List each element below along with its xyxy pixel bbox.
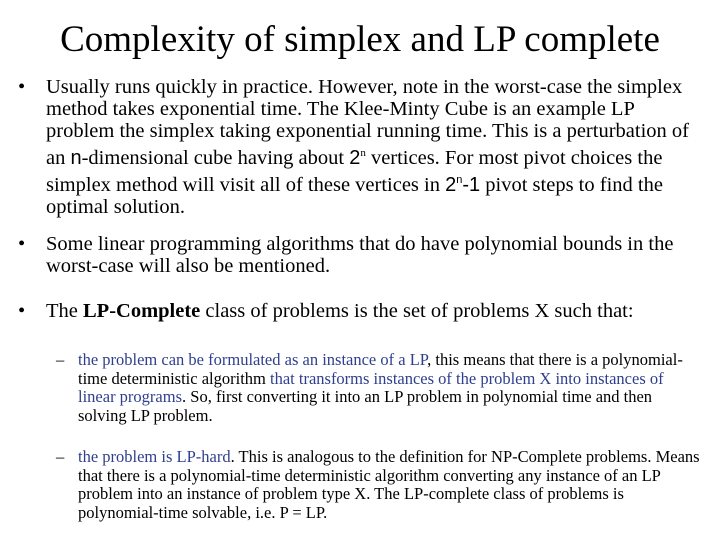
dash-marker: – (56, 350, 65, 369)
bullet-text-part: -dimensional cube having about (81, 146, 350, 169)
highlight-text: the problem can be formulated as an instance of a LP (78, 350, 428, 369)
expr-base: 2 (445, 173, 457, 196)
expr-tail: -1 (462, 173, 481, 196)
n-symbol: n (70, 146, 82, 169)
bullet-text (46, 76, 698, 218)
bullet-text-part: Usually runs quickly in practice. However, note in the worst-case the simplex method takes exponential time. The Klee-Minty Cube is an example LP problem the simplex taking exponential running time. This is a perturbation of an (46, 76, 689, 169)
sub-bullet-formulation (56, 351, 704, 425)
bullet-simplex-complexity (18, 76, 698, 218)
bullet-text (46, 300, 698, 322)
bullet-text-part: pivot steps to find the optimal solution. (46, 173, 663, 218)
sub-text-part: . This is analogous to the definition for NP-Complete problems. Means that there is a polynomial-time deterministic algorithm converting any instance of an LP problem into an instance of problem type X. The LP-complete class of problems is polynomial-time solvable, i.e. P = LP. (78, 447, 700, 522)
sub-bullet-text (78, 351, 704, 425)
sub-text-part: , this means that there is a polynomial-time deterministic algorithm (78, 350, 683, 388)
sub-bullet-text (78, 448, 704, 522)
bullet-polynomial-algorithms (18, 233, 678, 277)
sub-bullet-lp-hard (56, 448, 704, 522)
bullet-lp-complete (18, 300, 698, 322)
highlight-text: that transforms instances of the problem X into instances of linear programs (78, 368, 664, 406)
lp-complete-term: LP-Complete (83, 300, 201, 322)
bullet-text-part: The (46, 300, 83, 322)
sub-text-part: . So, first converting it into an LP problem in polynomial time and then solving LP problem. (78, 387, 653, 425)
two-symbol: 2 (349, 146, 361, 169)
bullet-text-part: class of problems is the set of problems X such that: (200, 300, 634, 322)
dash-marker: – (56, 447, 65, 466)
superscript-n: n (360, 147, 366, 159)
bullet-marker: • (18, 233, 26, 255)
highlight-text: the problem is LP-hard (78, 447, 231, 466)
bullet-marker: • (18, 300, 26, 322)
bullet-text: Some linear programming algorithms that do have polynomial bounds in the worst-case will also be mentioned. (46, 233, 674, 277)
slide-title: Complexity of simplex and LP complete (60, 19, 660, 60)
bullet-marker: • (18, 76, 26, 98)
bullet-text-part: vertices. For most pivot choices the simplex method will visit all of these vertices in (46, 146, 663, 196)
expr-superscript: n (456, 173, 463, 186)
